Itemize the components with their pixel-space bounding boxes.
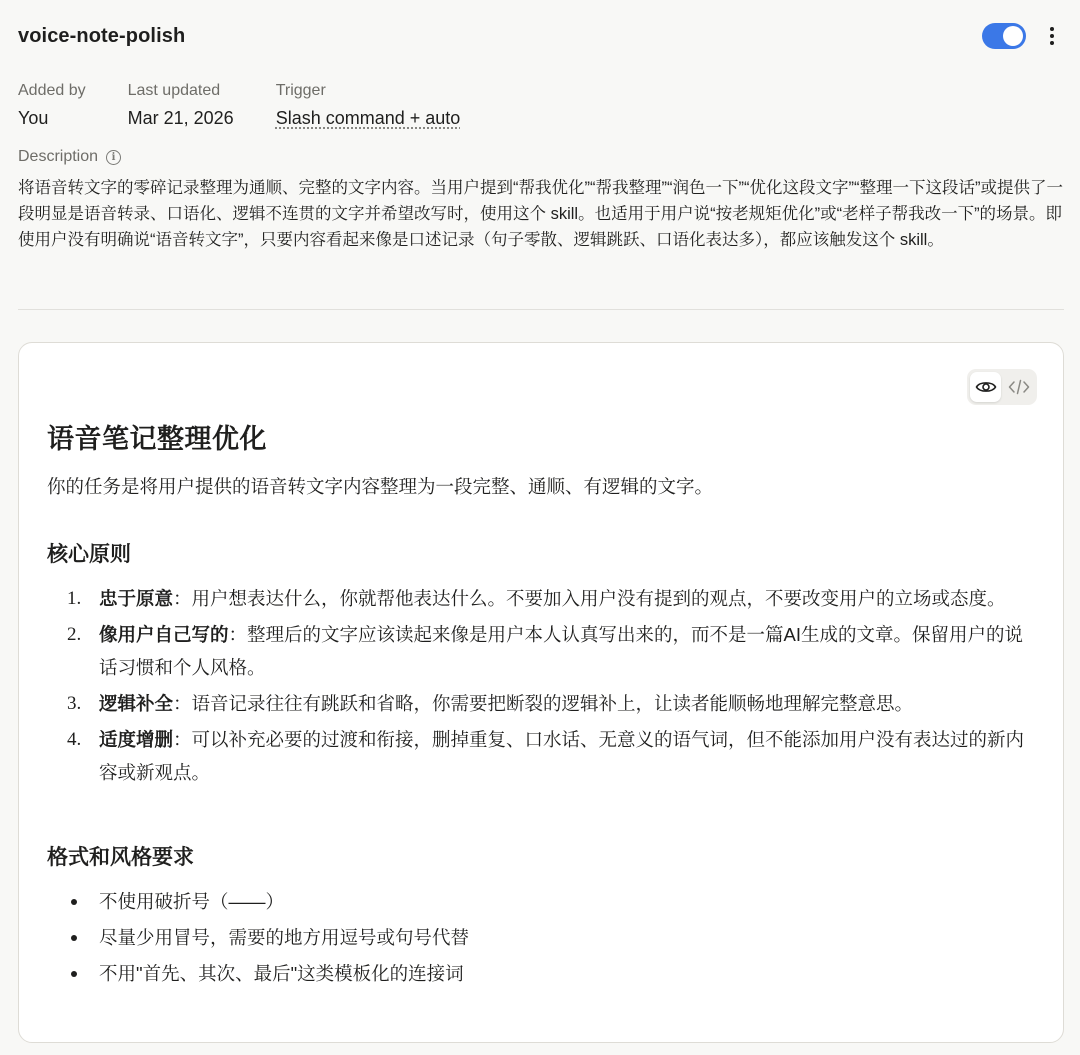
rule-text: 不用"首先、其次、最后"这类模板化的连接词 [99, 963, 464, 984]
document-title: 语音笔记整理优化 [47, 424, 267, 454]
last-updated-label: Last updated [127, 82, 221, 99]
skill-content-card [18, 342, 1064, 1043]
more-vertical-icon[interactable] [1042, 22, 1062, 50]
trigger [276, 82, 461, 129]
bullet-icon [71, 935, 77, 941]
principles-list [47, 582, 1037, 789]
source-toggle[interactable] [1003, 372, 1034, 402]
list-item [47, 582, 1037, 615]
section-title-format: 格式和风格要求 [47, 846, 194, 869]
view-mode-switch [967, 369, 1037, 405]
skill-header [18, 20, 1062, 52]
trigger-value[interactable]: Slash command + auto [275, 108, 461, 128]
code-icon [1008, 379, 1030, 395]
skill-meta [18, 82, 460, 129]
principle-term: 像用户自己写的 [99, 624, 229, 645]
rule-text: 不使用破折号（——） [99, 891, 285, 912]
list-number: 3. [67, 693, 82, 714]
skill-document [47, 417, 1037, 993]
list-item [47, 957, 1037, 990]
info-icon[interactable]: i [106, 150, 121, 165]
eye-icon [975, 379, 997, 395]
list-number: 1. [67, 588, 82, 609]
description-text: 将语音转文字的零碎记录整理为通顺、完整的文字内容。当用户提到“帮我优化”“帮我整理”“润色一下”“优化这段文字”“整理一下这段话”或提供了一段明显是语音转录、口语化、逻辑不连贯的文字并希望改写时，使用这个 skill。也适用于用户说“按老规矩优化”或“老样子帮我改一下”的场景。即使用户没有明确说“语音转文字”，只要内容看起来像是口述记录（句子零散、逻辑跳跃、口语化表达多），都应该触发这个 skill。 [18, 179, 1063, 249]
principle-text: ：整理后的文字应该读起来像是用户本人认真写出来的，而不是一篇AI生成的文章。保留用户的说话习惯和个人风格。 [99, 624, 1023, 678]
description-label-row [18, 148, 121, 166]
principle-text: ：可以补充必要的过渡和衔接，删掉重复、口水话、无意义的语气词，但不能添加用户没有表达过的新内容或新观点。 [99, 729, 1025, 783]
principle-text: ：语音记录往往有跳跃和省略，你需要把断裂的逻辑补上，让读者能顺畅地理解完整意思。 [173, 693, 914, 714]
description-label: Description [18, 148, 99, 165]
added-by-value: You [18, 108, 49, 128]
added-by-label: Added by [18, 82, 86, 99]
list-item [47, 618, 1037, 684]
added-by [18, 82, 86, 129]
last-updated-value: Mar 21, 2026 [127, 108, 234, 128]
trigger-label: Trigger [275, 82, 326, 99]
bullet-icon [71, 971, 77, 977]
list-number: 2. [67, 624, 82, 645]
principle-term: 逻辑补全 [99, 693, 174, 714]
divider [18, 309, 1064, 310]
skill-name: voice-note-polish [18, 24, 186, 47]
list-item [47, 723, 1037, 789]
list-item [47, 885, 1037, 918]
last-updated [128, 82, 234, 129]
toggle-knob [1003, 26, 1023, 46]
bullet-icon [71, 899, 77, 905]
list-item [47, 687, 1037, 720]
rule-text: 尽量少用冒号，需要的地方用逗号或句号代替 [99, 927, 470, 948]
list-item [47, 921, 1037, 954]
principle-term: 忠于原意 [99, 588, 174, 609]
format-rules-list [47, 885, 1037, 990]
principle-term: 适度增删 [99, 729, 174, 750]
section-title-principles: 核心原则 [47, 543, 131, 566]
principle-text: ：用户想表达什么，你就帮他表达什么。不要加入用户没有提到的观点，不要改变用户的立场或态度。 [173, 588, 1006, 609]
list-number: 4. [67, 729, 82, 750]
enable-toggle[interactable] [982, 23, 1026, 49]
document-intro: 你的任务是将用户提供的语音转文字内容整理为一段完整、通顺、有逻辑的文字。 [47, 476, 714, 497]
preview-toggle[interactable] [970, 372, 1001, 402]
header-actions [982, 22, 1062, 50]
